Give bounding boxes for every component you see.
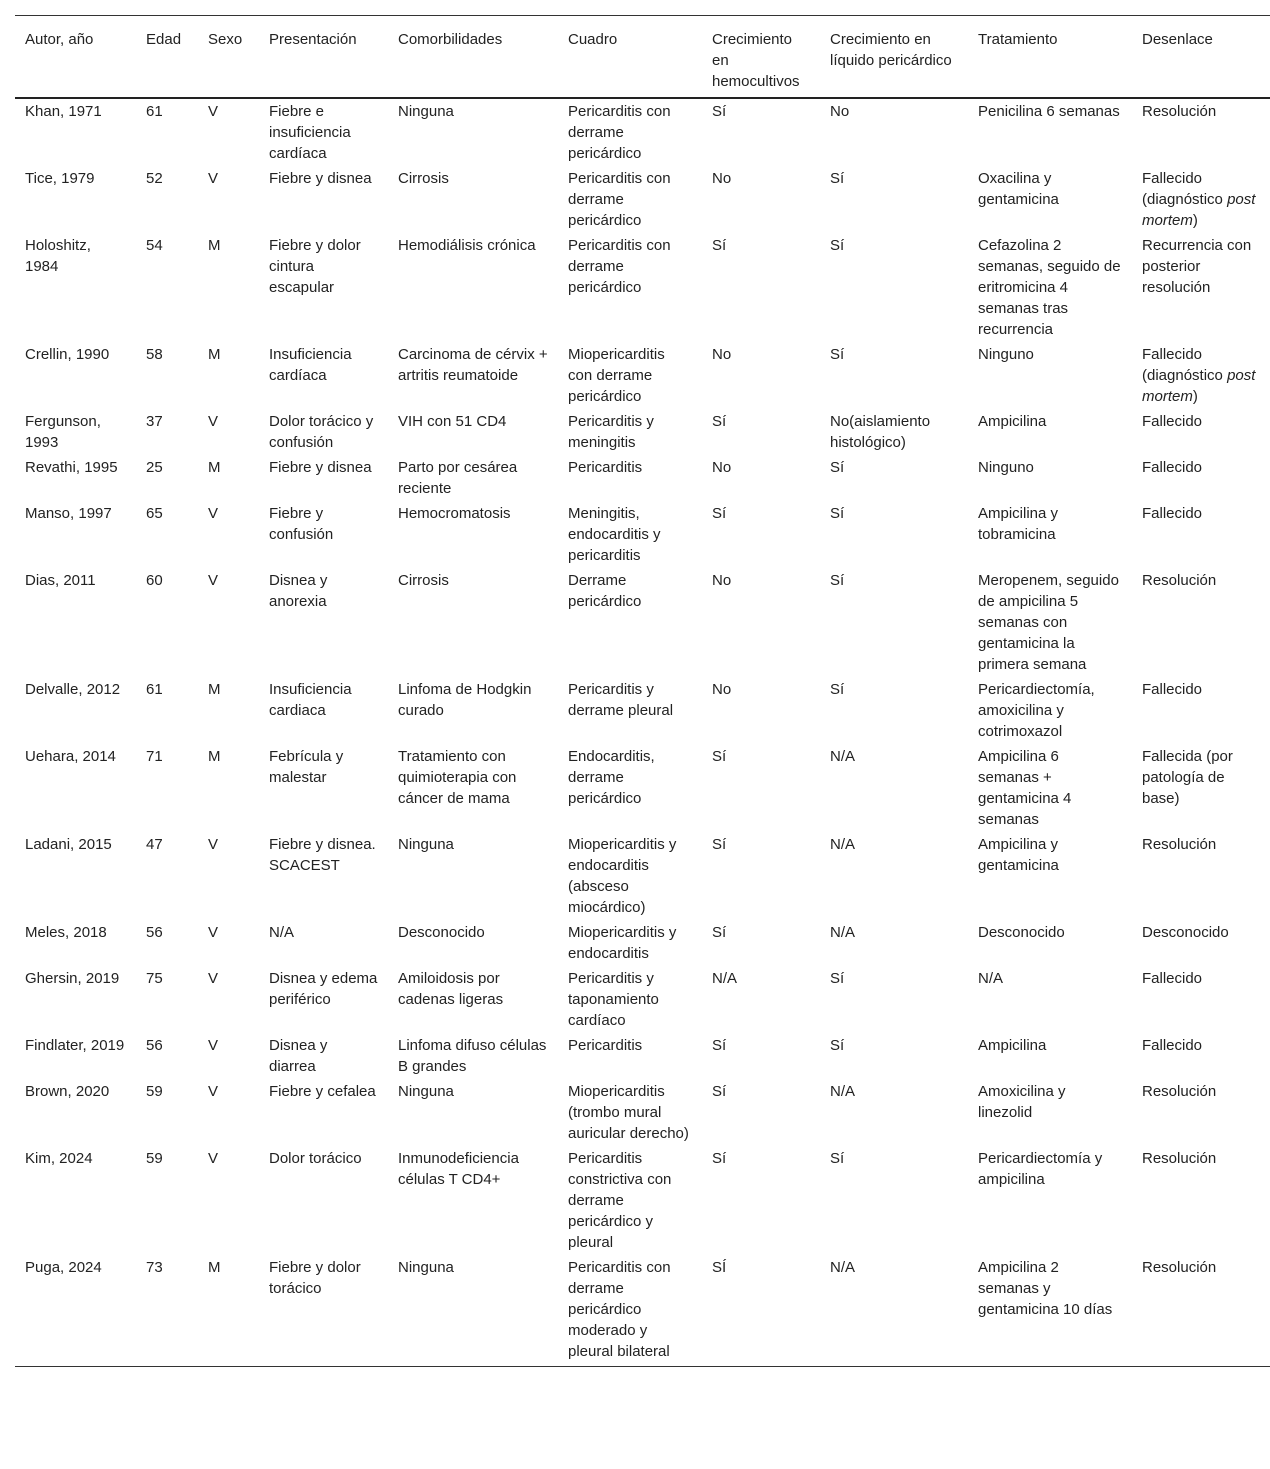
cell-comorbidities: Parto por cesárea reciente [398, 459, 518, 497]
header-outcome: Desenlace [1132, 16, 1270, 99]
cell-blood-culture-growth: Sí [712, 505, 727, 522]
cell-treatment: Meropenem, seguido de ampicilina 5 semanas con gentamicina la primera semana [978, 572, 1119, 673]
cell-age: 65 [146, 505, 163, 522]
cell-age: 25 [146, 459, 163, 476]
cell-sex: V [208, 1083, 219, 1100]
cell-presentation: Fiebre y disnea [269, 459, 372, 476]
cell-age: 59 [146, 1083, 163, 1100]
table-body [15, 98, 1270, 1367]
table-row [15, 832, 1270, 920]
cell-treatment: Pericardiectomía, amoxicilina y cotrimoxazol [978, 681, 1095, 740]
cell-pericardial-fluid-growth: Sí [830, 505, 845, 522]
cell-outcome: Resolución [1142, 572, 1217, 589]
table-row [15, 966, 1270, 1033]
header-presentation: Presentación [259, 16, 388, 99]
cell-pericardial-fluid-growth: Sí [830, 1037, 845, 1054]
cell-pericardial-fluid-growth: N/A [830, 1083, 856, 1100]
cell-clinical-picture: Pericarditis con derrame pericárdico moderado y pleural bilateral [558, 1255, 702, 1367]
cell-pericardial-fluid-growth: Sí [830, 459, 845, 476]
cell-comorbidities: Ninguna [398, 103, 454, 120]
cell-pericardial-fluid-growth: Sí [830, 970, 845, 987]
cell-author-year: Dias, 2011 [25, 572, 96, 589]
cell-author-year: Delvalle, 2012 [25, 681, 121, 698]
cell-author-year: Manso, 1997 [25, 505, 112, 522]
cell-age: 47 [146, 836, 163, 853]
cell-author-year: Revathi, 1995 [25, 459, 118, 476]
cell-clinical-picture: Meningitis, endocarditis y pericarditis [568, 505, 661, 564]
cell-presentation: Insuficiencia cardiaca [269, 681, 352, 719]
cell-age: 56 [146, 924, 163, 941]
cell-outcome: Resolución [1132, 1255, 1270, 1367]
table-header-row [15, 16, 1270, 99]
cell-blood-culture-growth: Sí [712, 924, 727, 941]
header-author-year: Autor, año [15, 16, 136, 99]
cell-comorbidities: Hemodiálisis crónica [398, 237, 536, 254]
cell-sex: V [208, 836, 219, 853]
cell-treatment: Ampicilina 6 semanas + gentamicina 4 semanas [978, 748, 1072, 828]
cell-age: 60 [146, 572, 163, 589]
cell-treatment: Oxacilina y gentamicina [978, 170, 1059, 208]
cell-blood-culture-growth: Sí [712, 748, 727, 765]
cell-outcome: Fallecido (diagnóstico post mortem) [1142, 346, 1256, 405]
cell-clinical-picture: Pericarditis con derrame pericárdico [568, 170, 671, 229]
cell-sex: V [208, 970, 219, 987]
cell-age: 54 [146, 237, 163, 254]
cell-blood-culture-growth: Sí [712, 836, 727, 853]
header-age: Edad [136, 16, 198, 99]
cell-treatment: Ampicilina 2 semanas y gentamicina 10 días [968, 1255, 1132, 1367]
cell-blood-culture-growth: Sí [712, 1150, 727, 1167]
cell-pericardial-fluid-growth: Sí [830, 681, 845, 698]
table-row [15, 744, 1270, 832]
cell-treatment: Cefazolina 2 semanas, seguido de eritromicina 4 semanas tras recurrencia [978, 237, 1121, 338]
cell-author-year: Ghersin, 2019 [25, 970, 120, 987]
cell-age: 61 [146, 681, 163, 698]
cell-presentation: Fiebre y disnea [269, 170, 372, 187]
cell-comorbidities: Tratamiento con quimioterapia con cáncer de mama [398, 748, 517, 807]
table-row [15, 233, 1270, 342]
cell-blood-culture-growth: N/A [712, 970, 738, 987]
cell-comorbidities: Desconocido [398, 924, 485, 941]
cell-sex: M [208, 459, 221, 476]
cell-age: 71 [146, 748, 163, 765]
cell-pericardial-fluid-growth: N/A [820, 1255, 968, 1367]
cell-author-year: Brown, 2020 [25, 1083, 110, 1100]
cell-treatment: Desconocido [978, 924, 1065, 941]
cell-blood-culture-growth: Sí [712, 1083, 727, 1100]
cell-sex: M [208, 346, 221, 363]
table-row [15, 342, 1270, 409]
cell-pericardial-fluid-growth: N/A [830, 836, 856, 853]
cell-clinical-picture: Pericarditis y taponamiento cardíaco [568, 970, 659, 1029]
table-row [15, 920, 1270, 966]
cell-sex: M [208, 237, 221, 254]
cell-presentation: N/A [269, 924, 295, 941]
cell-blood-culture-growth: Sí [712, 237, 727, 254]
cell-age: 56 [146, 1037, 163, 1054]
cell-blood-culture-growth: Sí [712, 1037, 727, 1054]
cell-treatment: Ampicilina [978, 413, 1047, 430]
cell-blood-culture-growth: Sí [712, 413, 727, 430]
cell-pericardial-fluid-growth: Sí [830, 346, 845, 363]
cell-comorbidities: Linfoma de Hodgkin curado [398, 681, 532, 719]
cell-treatment: Ninguno [978, 459, 1034, 476]
cell-treatment: Ampicilina y tobramicina [978, 505, 1059, 543]
cell-blood-culture-growth: No [712, 459, 732, 476]
cell-clinical-picture: Pericarditis y derrame pleural [568, 681, 674, 719]
cell-age: 37 [146, 413, 163, 430]
cell-blood-culture-growth: SÍ [702, 1255, 820, 1367]
header-blood-culture-growth: Crecimiento en hemocultivos [702, 16, 820, 99]
cell-presentation: Dolor torácico y confusión [269, 413, 374, 451]
cell-comorbidities: Ninguna [398, 1083, 454, 1100]
cell-clinical-picture: Miopericarditis (trombo mural auricular derecho) [568, 1083, 689, 1142]
cell-pericardial-fluid-growth: Sí [830, 1150, 845, 1167]
cell-age: 59 [146, 1150, 163, 1167]
table-row [15, 1033, 1270, 1079]
cell-treatment: Ampicilina [978, 1037, 1047, 1054]
cell-sex: M [208, 681, 221, 698]
cell-clinical-picture: Miopericarditis y endocarditis [568, 924, 677, 962]
cell-author-year: Meles, 2018 [25, 924, 107, 941]
cell-presentation: Disnea y edema periférico [269, 970, 378, 1008]
cell-comorbidities: Cirrosis [398, 170, 449, 187]
cell-outcome: Fallecido [1142, 1037, 1203, 1054]
cell-author-year: Tice, 1979 [25, 170, 95, 187]
cell-blood-culture-growth: No [712, 346, 732, 363]
cell-presentation: Disnea y anorexia [269, 572, 328, 610]
cell-author-year: Fergunson, 1993 [25, 413, 101, 451]
header-sex: Sexo [198, 16, 259, 99]
table-row [15, 166, 1270, 233]
header-treatment: Tratamiento [968, 16, 1132, 99]
cell-sex: V [208, 924, 219, 941]
cell-outcome: Recurrencia con posterior resolución [1142, 237, 1252, 296]
cell-blood-culture-growth: No [712, 681, 732, 698]
cell-presentation: Febrícula y malestar [269, 748, 344, 786]
cell-presentation: Fiebre y dolor torácico [259, 1255, 388, 1367]
cell-blood-culture-growth: Sí [712, 103, 727, 120]
header-comorbidities: Comorbilidades [388, 16, 558, 99]
cell-sex: V [208, 505, 219, 522]
cell-pericardial-fluid-growth: Sí [830, 237, 845, 254]
cell-pericardial-fluid-growth: Sí [830, 170, 845, 187]
cell-treatment: Penicilina 6 semanas [978, 103, 1120, 120]
cell-treatment: Ampicilina y gentamicina [978, 836, 1059, 874]
cell-clinical-picture: Pericarditis con derrame pericárdico [568, 237, 671, 296]
cell-treatment: Amoxicilina y linezolid [978, 1083, 1066, 1121]
cell-clinical-picture: Pericarditis constrictiva con derrame pericárdico y pleural [568, 1150, 672, 1251]
cell-author-year: Khan, 1971 [25, 103, 102, 120]
cell-pericardial-fluid-growth: No(aislamiento histológico) [830, 413, 931, 451]
cell-clinical-picture: Derrame pericárdico [568, 572, 642, 610]
cell-blood-culture-growth: No [712, 572, 732, 589]
cell-presentation: Fiebre e insuficiencia cardíaca [269, 103, 351, 162]
cell-treatment: Pericardiectomía y ampicilina [978, 1150, 1103, 1188]
table-row [15, 1146, 1270, 1255]
cell-pericardial-fluid-growth: N/A [830, 924, 856, 941]
cell-comorbidities: Inmunodeficiencia células T CD4+ [398, 1150, 519, 1188]
cell-author-year: Findlater, 2019 [25, 1037, 125, 1054]
cell-comorbidities: Cirrosis [398, 572, 449, 589]
header-clinical-picture: Cuadro [558, 16, 702, 99]
cell-clinical-picture: Pericarditis con derrame pericárdico [568, 103, 671, 162]
table-row [15, 677, 1270, 744]
cell-treatment: Ninguno [978, 346, 1034, 363]
cell-author-year: Uehara, 2014 [25, 748, 116, 765]
cell-clinical-picture: Pericarditis [568, 1037, 643, 1054]
table-row [15, 98, 1270, 166]
cell-outcome: Resolución [1142, 1083, 1217, 1100]
cell-age: 58 [146, 346, 163, 363]
cell-sex: V [208, 1037, 219, 1054]
case-reports-table [15, 15, 1270, 1367]
cell-sex: V [208, 1150, 219, 1167]
cell-age: 73 [136, 1255, 198, 1367]
cell-age: 75 [146, 970, 163, 987]
cell-author-year: Puga, 2024 [15, 1255, 136, 1367]
cell-presentation: Fiebre y disnea. SCACEST [269, 836, 376, 874]
cell-outcome: Fallecido (diagnóstico post mortem) [1142, 170, 1256, 229]
cell-blood-culture-growth: No [712, 170, 732, 187]
cell-outcome: Fallecida (por patología de base) [1142, 748, 1233, 807]
cell-sex: V [208, 170, 219, 187]
cell-comorbidities: Linfoma difuso células B grandes [398, 1037, 547, 1075]
table-row [15, 501, 1270, 568]
cell-presentation: Fiebre y dolor cintura escapular [269, 237, 361, 296]
cell-sex: V [208, 103, 219, 120]
table-row [15, 409, 1270, 455]
cell-presentation: Fiebre y cefalea [269, 1083, 376, 1100]
cell-pericardial-fluid-growth: Sí [830, 572, 845, 589]
cell-comorbidities: Ninguna [388, 1255, 558, 1367]
cell-age: 52 [146, 170, 163, 187]
cell-sex: V [208, 572, 219, 589]
cell-outcome: Fallecido [1142, 413, 1203, 430]
cell-sex: M [198, 1255, 259, 1367]
cell-sex: M [208, 748, 221, 765]
cell-clinical-picture: Pericarditis [568, 459, 643, 476]
case-table-container [15, 15, 1270, 1367]
cell-author-year: Kim, 2024 [25, 1150, 93, 1167]
cell-comorbidities: Carcinoma de cérvix + artritis reumatoide [398, 346, 548, 384]
cell-outcome: Fallecido [1142, 681, 1203, 698]
cell-comorbidities: Amiloidosis por cadenas ligeras [398, 970, 504, 1008]
cell-pericardial-fluid-growth: N/A [830, 748, 856, 765]
cell-presentation: Disnea y diarrea [269, 1037, 328, 1075]
cell-presentation: Insuficiencia cardíaca [269, 346, 352, 384]
cell-author-year: Crellin, 1990 [25, 346, 110, 363]
cell-comorbidities: Hemocromatosis [398, 505, 511, 522]
cell-outcome: Desconocido [1142, 924, 1229, 941]
table-row [15, 1079, 1270, 1146]
cell-comorbidities: Ninguna [398, 836, 454, 853]
cell-outcome: Fallecido [1142, 505, 1203, 522]
cell-presentation: Dolor torácico [269, 1150, 362, 1167]
cell-outcome: Resolución [1142, 103, 1217, 120]
cell-author-year: Ladani, 2015 [25, 836, 112, 853]
cell-outcome: Fallecido [1142, 459, 1203, 476]
cell-clinical-picture: Pericarditis y meningitis [568, 413, 654, 451]
cell-presentation: Fiebre y confusión [269, 505, 334, 543]
cell-treatment: N/A [978, 970, 1004, 987]
cell-sex: V [208, 413, 219, 430]
table-row [15, 568, 1270, 677]
cell-comorbidities: VIH con 51 CD4 [398, 413, 507, 430]
cell-clinical-picture: Endocarditis, derrame pericárdico [568, 748, 655, 807]
cell-outcome: Resolución [1142, 1150, 1217, 1167]
cell-clinical-picture: Miopericarditis y endocarditis (absceso miocárdico) [568, 836, 677, 916]
cell-pericardial-fluid-growth: No [830, 103, 850, 120]
cell-clinical-picture: Miopericarditis con derrame pericárdico [568, 346, 665, 405]
cell-outcome: Resolución [1142, 836, 1217, 853]
cell-age: 61 [146, 103, 163, 120]
cell-author-year: Holoshitz, 1984 [25, 237, 91, 275]
header-pericardial-fluid-growth: Crecimiento en líquido pericárdico [820, 16, 968, 99]
cell-outcome: Fallecido [1142, 970, 1203, 987]
table-row [15, 455, 1270, 501]
table-row [15, 1255, 1270, 1367]
